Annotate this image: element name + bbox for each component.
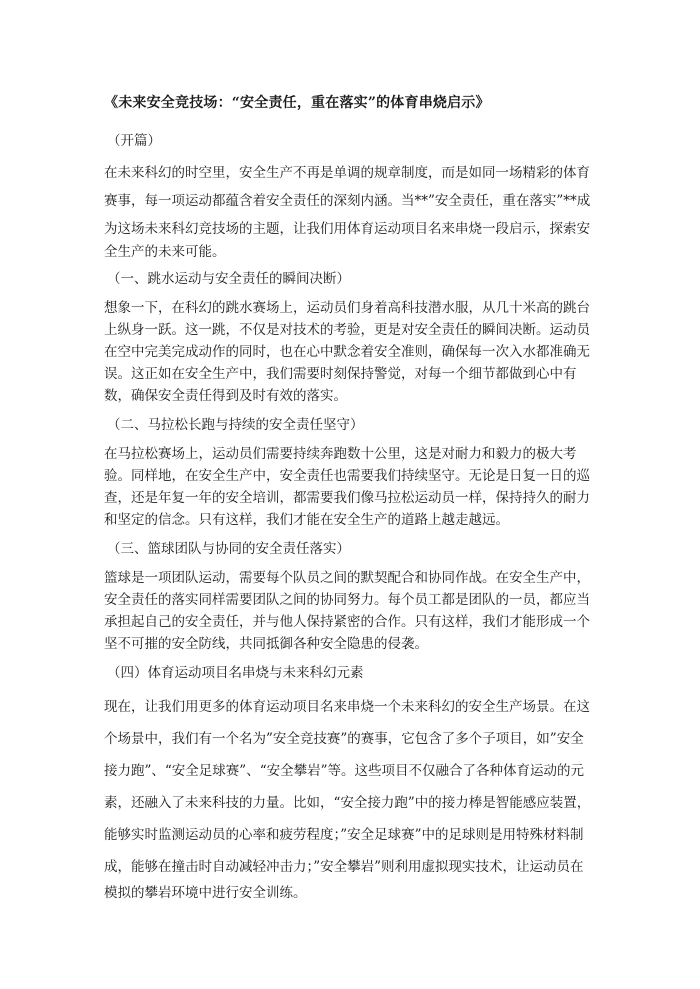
- section-paragraph-marathon: [104, 443, 598, 531]
- document-title: 《未来安全竞技场：“安全责任，重在落实”的体育串烧启示》: [104, 95, 490, 111]
- paragraph-line: 想象一下，在科幻的跳水赛场上，运动员们身着高科技潜水服，从几十米高的跳台: [104, 300, 590, 316]
- paragraph-line: 安全责任的落实同样需要团队之间的协同努力。每个员工都是团队的一员，都应当: [104, 592, 590, 608]
- paragraph-line: 现在，让我们用更多的体育运动项目名来串烧一个未来科幻的安全生产场景。在这: [104, 699, 590, 715]
- paragraph-line: 个场景中，我们有一个名为”安全竞技赛”的赛事，它包含了多个子项目，如”安全: [104, 731, 584, 747]
- section-paragraph-diving: [104, 297, 598, 407]
- section-paragraph-basketball: [104, 567, 598, 655]
- paragraph-line: 能够实时监测运动员的心率和疲劳程度；”安全足球赛”中的足球则是用特殊材料制: [104, 827, 584, 843]
- section-heading-diving: （一、跳水运动与安全责任的瞬间决断）: [107, 271, 350, 287]
- paragraph-line: 成，能够在撞击时自动减轻冲击力；”安全攀岩”则利用虚拟现实技术，让运动员在: [104, 859, 584, 875]
- paragraph-line: 素，还融入了未来科技的力量。比如，“安全接力跑”中的接力棒是智能感应装置，: [104, 795, 591, 811]
- paragraph-line: 篮球是一项团队运动，需要每个队员之间的默契配合和协同作战。在安全生产中，: [104, 570, 590, 586]
- section-heading-opening: （开篇）: [107, 133, 161, 149]
- paragraph-line: 在未来科幻的时空里，安全生产不再是单调的规章制度，而是如同一场精彩的体育: [104, 165, 590, 181]
- paragraph-line: 上纵身一跃。这一跳，不仅是对技术的考验，更是对安全责任的瞬间决断。运动员: [104, 322, 590, 338]
- paragraph-line: 坚不可摧的安全防线，共同抵御各种安全隐患的侵袭。: [104, 636, 428, 652]
- paragraph-line: 为这场未来科幻竞技场的主题，让我们用体育运动项目名来串烧一段启示，探索安: [104, 221, 590, 237]
- section-heading-basketball: （三、篮球团队与协同的安全责任落实）: [107, 541, 350, 557]
- paragraph-line: 接力跑”、“安全足球赛”、“安全攀岩”等。这些项目不仅融合了各种体育运动的元: [104, 763, 585, 779]
- paragraph-line: 误。这正如在安全生产中，我们需要时刻保持警觉，对每一个细节都做到心中有: [104, 366, 577, 382]
- section-heading-sports-medley: （四）体育运动项目名串烧与未来科幻元素: [107, 665, 364, 681]
- paragraph-line: 查，还是年复一年的安全培训，都需要我们像马拉松运动员一样，保持持久的耐力: [104, 490, 590, 506]
- section-paragraph-opening: [104, 159, 598, 261]
- section-heading-marathon: （二、马拉松长跑与持续的安全责任坚守）: [107, 417, 364, 433]
- paragraph-line: 承担起自己的安全责任，并与他人保持紧密的合作。只有这样，我们才能形成一个: [104, 614, 590, 630]
- paragraph-line: 在马拉松赛场上，运动员们需要持续奔跑数十公里，这是对耐力和毅力的极大考: [104, 446, 577, 462]
- paragraph-line: 全生产的未来可能。: [104, 244, 226, 260]
- paragraph-line: 在空中完美完成动作的同时，也在心中默念着安全准则，确保每一次入水都准确无: [104, 344, 590, 360]
- document-body: [104, 93, 598, 911]
- section-paragraph-sports-medley: [104, 691, 598, 903]
- paragraph-line: 和坚定的信念。只有这样，我们才能在安全生产的道路上越走越远。: [104, 512, 509, 528]
- paragraph-line: 赛事，每一项运动都蕴含着安全责任的深刻内涵。当**”安全责任，重在落实”**成: [104, 193, 591, 209]
- paragraph-line: 模拟的攀岩环境中进行安全训练。: [104, 885, 307, 901]
- paragraph-line: 验。同样地，在安全生产中，安全责任也需要我们持续坚守。无论是日复一日的巡: [104, 468, 590, 484]
- paragraph-line: 数，确保安全责任得到及时有效的落实。: [104, 388, 347, 404]
